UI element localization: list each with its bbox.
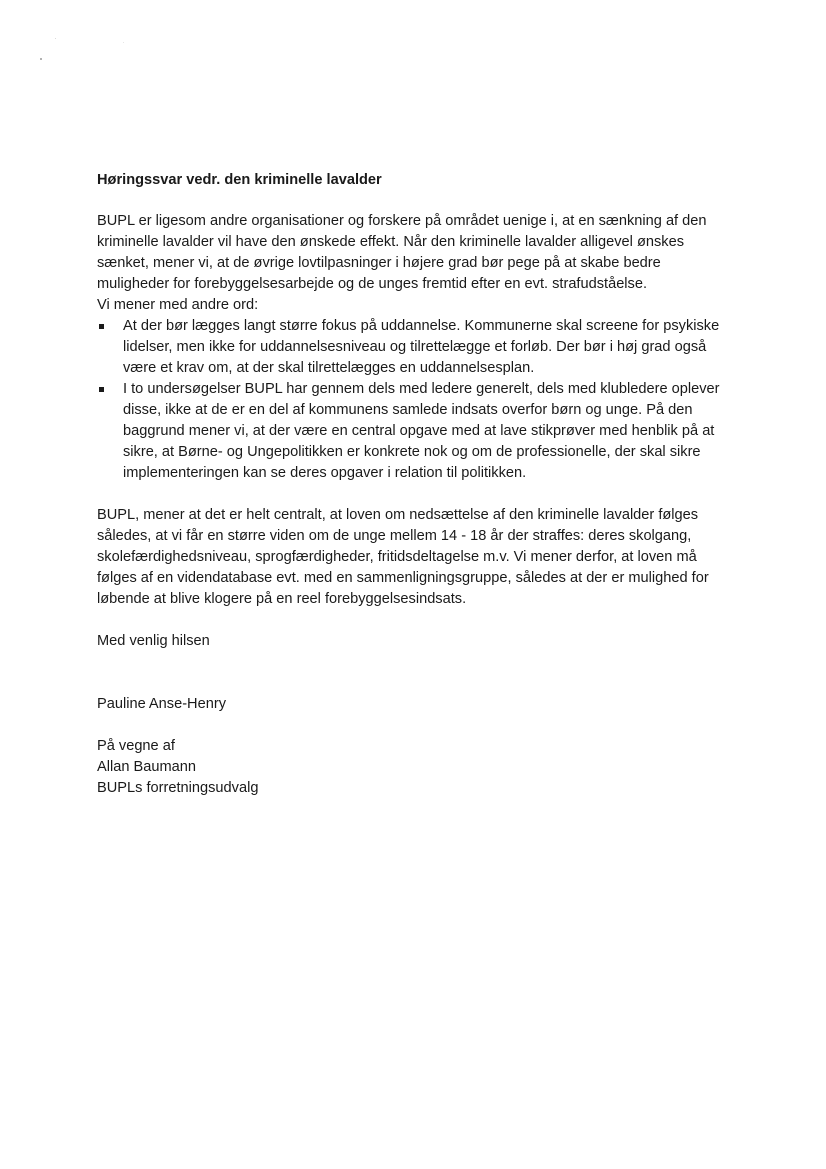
list-item <box>97 379 737 484</box>
body-paragraph: BUPL, mener at det er helt centralt, at loven om nedsættelse af den kriminelle lavalder følges således, at vi får en større viden om de unge mellem 14 - 18 år der straffes: deres skolgang, skolefærdighedsniveau, sprogfærdigheder, fritidsdeltagelse m.v. Vi mener derfor, at loven må følges af en videndatabase evt. med en sammenligningsgruppe, således at der er mulighed for løbende at blive klogere på en reel forebyggelsesindsats. <box>97 507 709 607</box>
scan-speck <box>40 58 42 60</box>
list-item <box>97 316 737 379</box>
square-bullet-icon <box>99 387 104 392</box>
signature-name: Pauline Anse-Henry <box>97 696 226 712</box>
letter-title: Høringssvar vedr. den kriminelle lavalder <box>97 172 382 188</box>
intro-paragraph: BUPL er ligesom andre organisationer og forskere på området uenige i, at en sænkning af den kriminelle lavalder vil have den ønskede effekt. Når den kriminelle lavalder alligevel ønskes sænket, mener vi, at de øvrige lovtilpasninger i højere grad bør pege på at skabe bedre muligheder for forebyggelsesarbejde og de unges fremtid efter en evt. strafudståelse. <box>97 213 707 292</box>
on-behalf-person: Allan Baumann <box>97 759 196 775</box>
letter-body <box>97 170 737 799</box>
list-item-text: At der bør lægges langt større fokus på uddannelse. Kommunerne skal screene for psykiske lidelser, men ikke for uddannelsesniveau og tilrettelægge et forløb. Der bør i høj grad også være et krav om, at der skal tilrettelægges en uddannelsesplan. <box>123 318 720 376</box>
on-behalf-committee: BUPLs forretningsudvalg <box>97 780 259 796</box>
square-bullet-icon <box>99 324 104 329</box>
bullet-list <box>97 316 737 484</box>
closing-salutation: Med venlig hilsen <box>97 633 210 649</box>
on-behalf-label: På vegne af <box>97 738 175 754</box>
scan-speck <box>55 38 56 39</box>
intro-lead: Vi mener med andre ord: <box>97 297 259 313</box>
list-item-text: I to undersøgelser BUPL har gennem dels med ledere generelt, dels med klubledere oplever disse, ikke at de er en del af kommunens samlede indsats overfor børn og unge. På den baggrund mener vi, at der være en central opgave med at lave stikprøver med henblik på at sikre, at Børne- og Ungepolitikken er konkrete nok og om de professionelle, der skal sikre implementeringen kan se deres opgaver i relation til politikken. <box>123 381 720 481</box>
scan-speck <box>123 42 124 43</box>
